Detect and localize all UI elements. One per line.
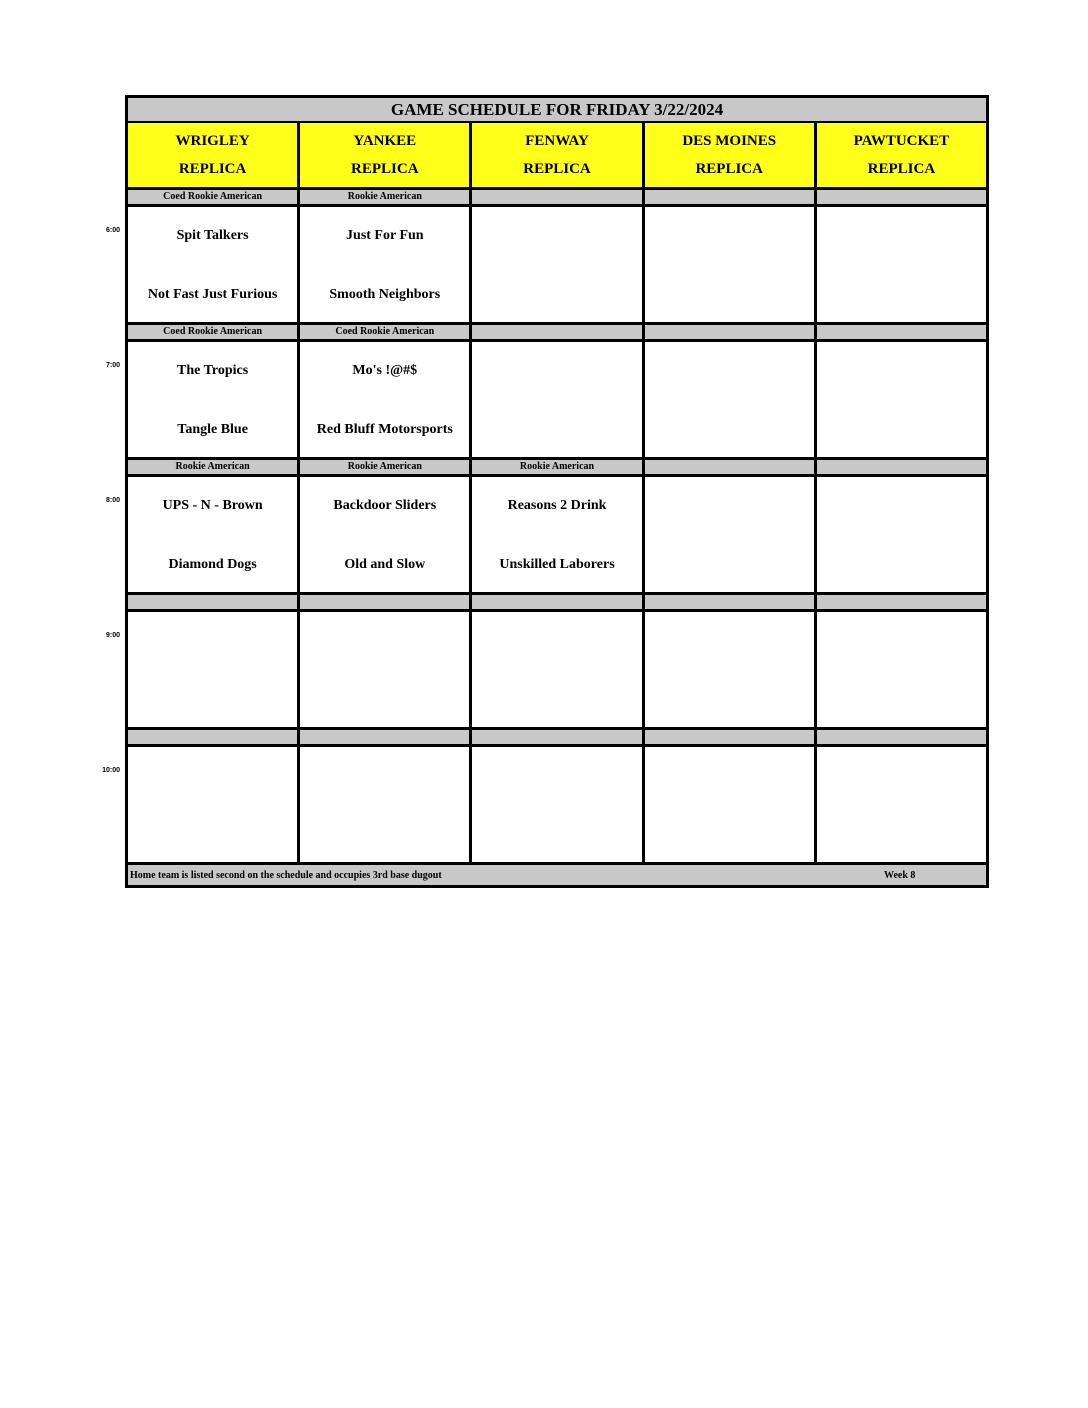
time-slots bbox=[128, 190, 986, 865]
field-type: REPLICA bbox=[867, 160, 936, 177]
division-label: Coed Rookie American bbox=[128, 325, 300, 339]
division-label bbox=[645, 190, 817, 204]
game-cell bbox=[645, 342, 817, 457]
away-team: Spit Talkers bbox=[176, 228, 249, 243]
game-row bbox=[128, 747, 986, 865]
game-cell bbox=[300, 342, 472, 457]
game-cell bbox=[128, 342, 300, 457]
game-row bbox=[128, 207, 986, 325]
division-label bbox=[472, 190, 644, 204]
field-name: PAWTUCKET bbox=[853, 132, 950, 149]
time-label: 6:00 bbox=[105, 227, 120, 234]
game-cell bbox=[645, 612, 817, 727]
home-team: Red Bluff Motorsports bbox=[316, 422, 453, 437]
game-cell bbox=[128, 207, 300, 322]
field-name: YANKEE bbox=[353, 132, 417, 149]
game-cell bbox=[128, 612, 300, 727]
game-cell bbox=[817, 612, 986, 727]
game-cell bbox=[817, 477, 986, 592]
division-label: Rookie American bbox=[300, 460, 472, 474]
field-header-row bbox=[128, 123, 986, 190]
schedule-footer bbox=[128, 865, 986, 885]
field-type: REPLICA bbox=[178, 160, 247, 177]
field-type: REPLICA bbox=[523, 160, 591, 177]
game-cell bbox=[472, 612, 644, 727]
time-label: 8:00 bbox=[105, 497, 120, 504]
home-team: Unskilled Laborers bbox=[499, 557, 615, 572]
game-cell bbox=[817, 207, 986, 322]
game-cell bbox=[300, 747, 472, 862]
game-cell bbox=[472, 747, 644, 862]
division-label: Coed Rookie American bbox=[300, 325, 472, 339]
division-label: Rookie American bbox=[300, 190, 472, 204]
time-label: 7:00 bbox=[105, 362, 120, 369]
field-type: REPLICA bbox=[695, 160, 763, 177]
field-header-fenway bbox=[472, 123, 644, 187]
game-cell bbox=[645, 477, 817, 592]
game-cell bbox=[300, 477, 472, 592]
home-team: Old and Slow bbox=[344, 557, 426, 572]
game-cell bbox=[472, 477, 644, 592]
game-row bbox=[128, 342, 986, 460]
division-row bbox=[128, 595, 986, 612]
home-team: Smooth Neighbors bbox=[329, 287, 441, 302]
game-cell bbox=[128, 477, 300, 592]
schedule-title: GAME SCHEDULE FOR FRIDAY 3/22/2024 bbox=[128, 98, 986, 123]
division-label bbox=[817, 325, 986, 339]
game-cell bbox=[472, 207, 644, 322]
division-label bbox=[645, 595, 817, 609]
division-label bbox=[128, 595, 300, 609]
game-row bbox=[128, 477, 986, 595]
field-type: REPLICA bbox=[351, 160, 419, 177]
division-label bbox=[472, 595, 644, 609]
division-row bbox=[128, 190, 986, 207]
game-cell bbox=[817, 747, 986, 862]
away-team: Mo's !@#$ bbox=[352, 363, 418, 378]
away-team: Reasons 2 Drink bbox=[507, 498, 607, 513]
game-cell bbox=[645, 207, 817, 322]
schedule-sheet bbox=[125, 95, 989, 888]
field-header-yankee bbox=[300, 123, 472, 187]
field-header-des-moines bbox=[645, 123, 817, 187]
division-label: Coed Rookie American bbox=[128, 190, 300, 204]
division-label bbox=[645, 325, 817, 339]
home-team: Tangle Blue bbox=[177, 422, 248, 437]
division-label bbox=[128, 730, 300, 744]
division-label bbox=[300, 595, 472, 609]
division-row bbox=[128, 460, 986, 477]
game-cell bbox=[128, 747, 300, 862]
field-header-wrigley bbox=[128, 123, 300, 187]
away-team: Backdoor Sliders bbox=[333, 498, 437, 513]
home-team: Not Fast Just Furious bbox=[147, 287, 278, 302]
away-team: UPS - N - Brown bbox=[162, 498, 263, 513]
field-name: DES MOINES bbox=[682, 132, 777, 149]
game-cell bbox=[817, 342, 986, 457]
division-label: Rookie American bbox=[128, 460, 300, 474]
division-label bbox=[645, 730, 817, 744]
division-label bbox=[645, 460, 817, 474]
division-label bbox=[817, 730, 986, 744]
away-team: Just For Fun bbox=[346, 228, 424, 243]
away-team: The Tropics bbox=[177, 363, 249, 378]
field-header-pawtucket bbox=[817, 123, 986, 187]
division-label bbox=[817, 595, 986, 609]
game-cell bbox=[300, 207, 472, 322]
time-label: 10:00 bbox=[102, 767, 120, 774]
division-row bbox=[128, 730, 986, 747]
game-cell bbox=[300, 612, 472, 727]
division-label bbox=[817, 190, 986, 204]
division-label bbox=[817, 460, 986, 474]
home-team: Diamond Dogs bbox=[168, 557, 257, 572]
division-label: Rookie American bbox=[472, 460, 644, 474]
division-label bbox=[472, 325, 644, 339]
field-name: FENWAY bbox=[525, 132, 589, 149]
division-row bbox=[128, 325, 986, 342]
game-row bbox=[128, 612, 986, 730]
division-label bbox=[472, 730, 644, 744]
field-name: WRIGLEY bbox=[175, 132, 250, 149]
week-label: Week 8 bbox=[884, 869, 916, 881]
game-cell bbox=[472, 342, 644, 457]
division-label bbox=[300, 730, 472, 744]
game-cell bbox=[645, 747, 817, 862]
time-label: 9:00 bbox=[105, 632, 120, 639]
home-team-note: Home team is listed second on the schedule and occupies 3rd base dugout bbox=[130, 869, 442, 881]
